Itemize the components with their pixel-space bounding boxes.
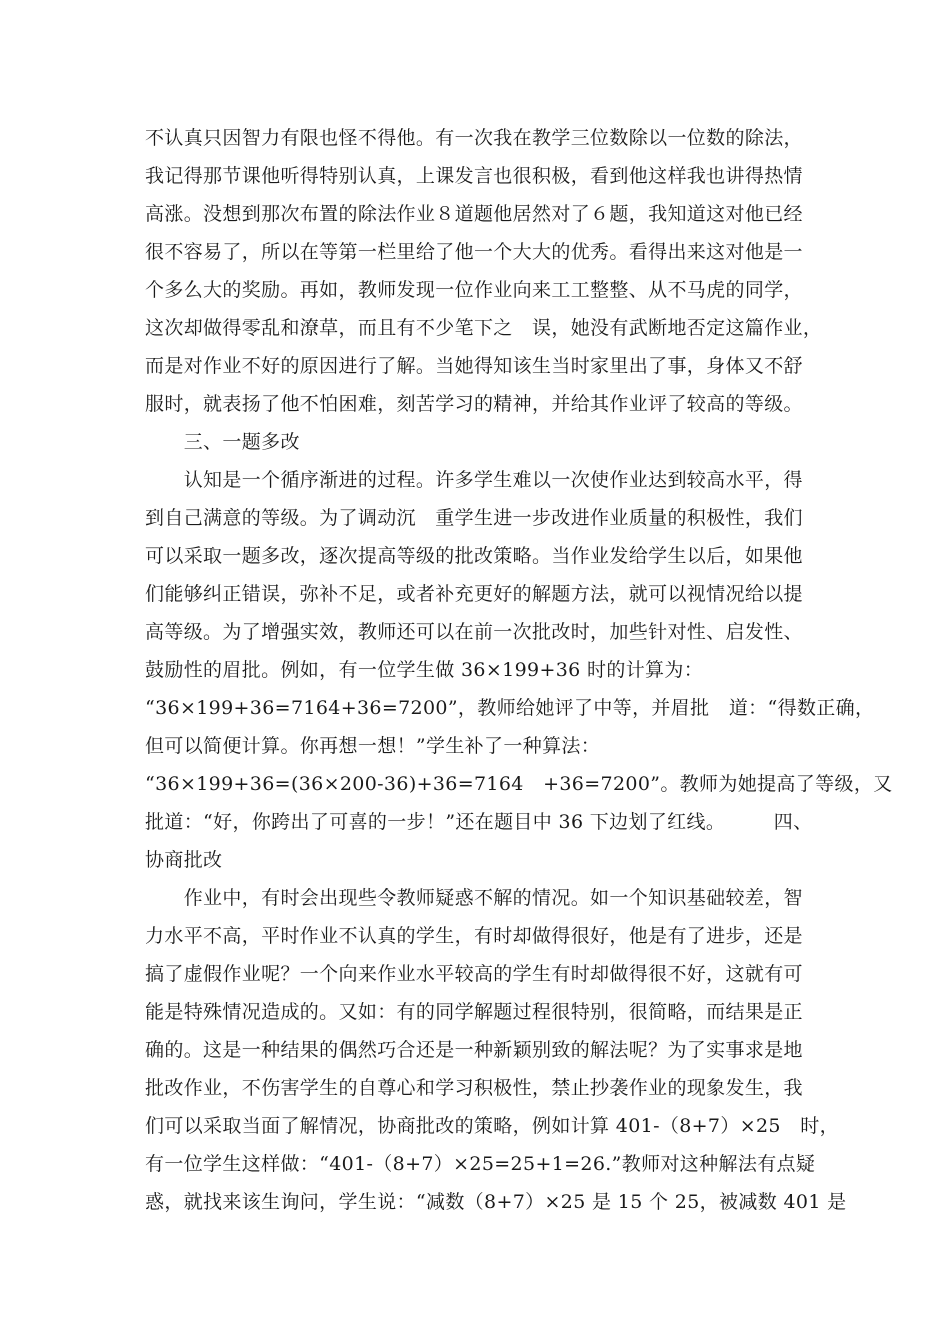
text-line: 鼓励性的眉批。例如，有一位学生做 36×199+36 时的计算为： — [145, 659, 704, 681]
text-line: 批道：“好，你跨出了可喜的一步！”还在题目中 36 下边划了红线。 四、 — [145, 811, 813, 833]
text-line: 高涨。没想到那次布置的除法作业８道题他居然对了６题，我知道这对他已经 — [145, 203, 803, 225]
text-line: 高等级。为了增强实效，教师还可以在前一次批改时，加些针对性、启发性、 — [145, 621, 803, 643]
text-line: 我记得那节课他听得特别认真，上课发言也很积极，看到他这样我也讲得热情 — [145, 165, 803, 187]
text-line: 批改作业，不伤害学生的自尊心和学习积极性，禁止抄袭作业的现象发生，我 — [145, 1077, 803, 1099]
text-line: 搞了虚假作业呢？一个向来作业水平较高的学生有时却做得很不好，这就有可 — [145, 963, 803, 985]
text-line: 不认真只因智力有限也怪不得他。有一次我在教学三位数除以一位数的除法， — [145, 127, 803, 149]
text-line: 们可以采取当面了解情况，协商批改的策略，例如计算 401-（8+7）×25 时， — [145, 1115, 839, 1137]
text-line: 确的。这是一种结果的偶然巧合还是一种新颖别致的解法呢？为了实事求是地 — [145, 1039, 803, 1061]
text-line: 惑，就找来该生询问，学生说：“减数（8+7）×25 是 15 个 25，被减数 401 是 — [145, 1191, 847, 1213]
text-line: 这次却做得零乱和潦草，而且有不少笔下之 误，她没有武断地否定这篇作业， — [145, 317, 823, 339]
text-line: 认知是一个循序渐进的过程。许多学生难以一次使作业达到较高水平，得 — [145, 469, 803, 491]
text-line: 到自己满意的等级。为了调动沉 重学生进一步改进作业质量的积极性，我们 — [145, 507, 803, 529]
text-line: 有一位学生这样做：“401-（8+7）×25=25+1=26.”教师对这种解法有点疑 — [145, 1153, 816, 1175]
text-line: “36×199+36=7164+36=7200”，教师给她评了中等，并眉批 道：“得数正确， — [145, 697, 875, 719]
text-line: 但可以简便计算。你再想一想！”学生补了一种算法： — [145, 735, 601, 757]
section-heading: 三、一题多改 — [145, 431, 300, 453]
text-line: 作业中，有时会出现些令教师疑惑不解的情况。如一个知识基础较差，智 — [145, 887, 803, 909]
text-line: 能是特殊情况造成的。又如：有的同学解题过程很特别，很简略，而结果是正 — [145, 1001, 803, 1023]
text-line: 可以采取一题多改，逐次提高等级的批改策略。当作业发给学生以后，如果他 — [145, 545, 803, 567]
text-line: 们能够纠正错误，弥补不足，或者补充更好的解题方法，就可以视情况给以提 — [145, 583, 803, 605]
text-line: “36×199+36=(36×200-36)+36=7164 +36=7200”。教师为她提高了等级，又 — [145, 773, 893, 795]
section-heading: 协商批改 — [145, 849, 223, 871]
text-line: 服时，就表扬了他不怕困难，刻苦学习的精神，并给其作业评了较高的等级。 — [145, 393, 803, 415]
text-line: 个多么大的奖励。再如，教师发现一位作业向来工工整整、从不马虎的同学， — [145, 279, 803, 301]
text-line: 力水平不高，平时作业不认真的学生，有时却做得很好，他是有了进步，还是 — [145, 925, 803, 947]
text-line: 很不容易了，所以在等第一栏里给了他一个大大的优秀。看得出来这对他是一 — [145, 241, 803, 263]
text-line: 而是对作业不好的原因进行了解。当她得知该生当时家里出了事，身体又不舒 — [145, 355, 803, 377]
